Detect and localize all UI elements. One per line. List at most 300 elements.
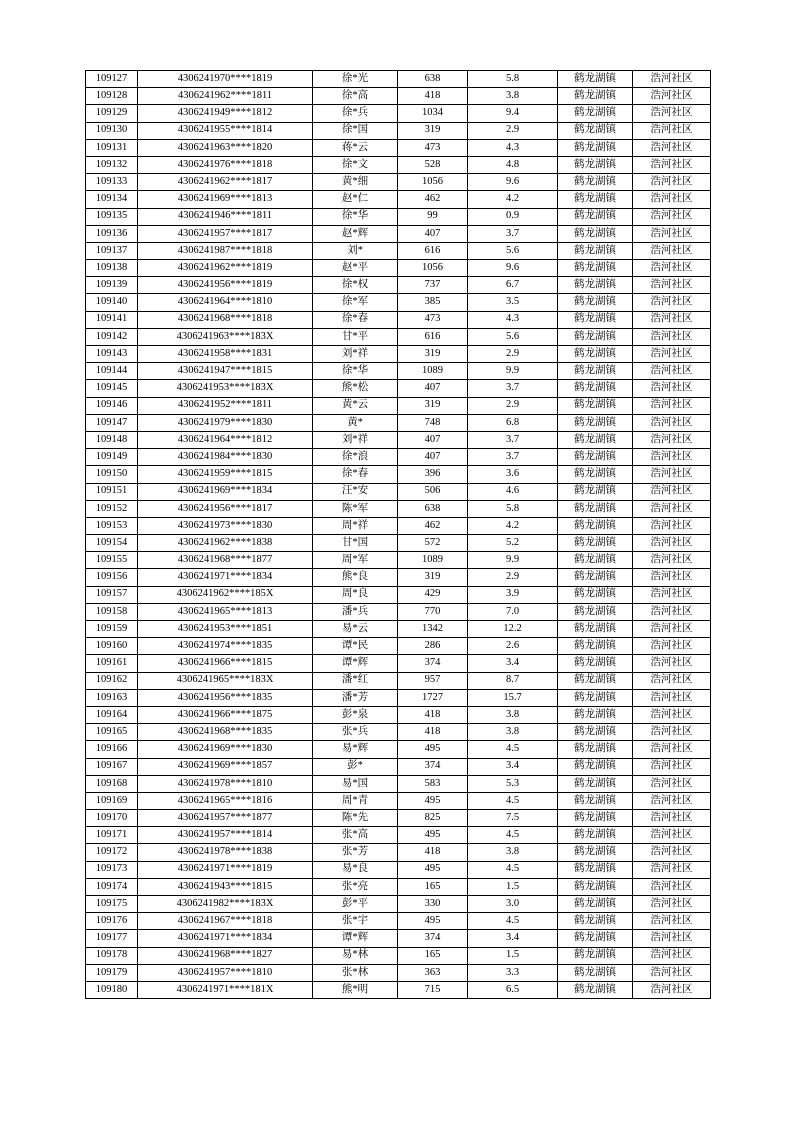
cell-town: 鹤龙湖镇: [558, 621, 633, 638]
cell-name: 潘*芳: [313, 689, 398, 706]
cell-amount: 462: [398, 517, 468, 534]
cell-name: 徐*文: [313, 156, 398, 173]
cell-rate: 4.5: [468, 792, 558, 809]
cell-town: 鹤龙湖镇: [558, 346, 633, 363]
cell-community: 浩河社区: [633, 483, 711, 500]
table-row: [86, 844, 711, 861]
table-row: [86, 346, 711, 363]
cell-community: 浩河社区: [633, 930, 711, 947]
cell-name: 赵*平: [313, 260, 398, 277]
cell-name: 张*高: [313, 827, 398, 844]
cell-name: 谭*辉: [313, 930, 398, 947]
cell-amount: 418: [398, 724, 468, 741]
table-row: [86, 655, 711, 672]
cell-community: 浩河社区: [633, 363, 711, 380]
cell-name: 易*辉: [313, 741, 398, 758]
cell-amount: 957: [398, 672, 468, 689]
cell-idcard: 4306241959****1815: [138, 466, 313, 483]
cell-idcard: 4306241962****1811: [138, 88, 313, 105]
cell-amount: 286: [398, 638, 468, 655]
cell-community: 浩河社区: [633, 277, 711, 294]
cell-name: 赵*辉: [313, 225, 398, 242]
cell-amount: 616: [398, 242, 468, 259]
cell-town: 鹤龙湖镇: [558, 122, 633, 139]
cell-id: 109166: [86, 741, 138, 758]
cell-amount: 495: [398, 913, 468, 930]
cell-community: 浩河社区: [633, 724, 711, 741]
cell-id: 109178: [86, 947, 138, 964]
cell-id: 109141: [86, 311, 138, 328]
cell-id: 109130: [86, 122, 138, 139]
cell-rate: 3.9: [468, 586, 558, 603]
cell-name: 张*亮: [313, 878, 398, 895]
table-row: [86, 260, 711, 277]
cell-rate: 4.5: [468, 741, 558, 758]
cell-idcard: 4306241957****1817: [138, 225, 313, 242]
cell-town: 鹤龙湖镇: [558, 792, 633, 809]
cell-town: 鹤龙湖镇: [558, 294, 633, 311]
table-row: [86, 775, 711, 792]
table-row: [86, 758, 711, 775]
cell-id: 109155: [86, 552, 138, 569]
cell-rate: 2.9: [468, 397, 558, 414]
cell-id: 109137: [86, 242, 138, 259]
table-row: [86, 878, 711, 895]
table-row: [86, 621, 711, 638]
cell-rate: 4.2: [468, 517, 558, 534]
cell-id: 109143: [86, 346, 138, 363]
cell-community: 浩河社区: [633, 586, 711, 603]
cell-town: 鹤龙湖镇: [558, 638, 633, 655]
cell-id: 109145: [86, 380, 138, 397]
cell-community: 浩河社区: [633, 775, 711, 792]
cell-rate: 6.7: [468, 277, 558, 294]
cell-id: 109173: [86, 861, 138, 878]
cell-town: 鹤龙湖镇: [558, 861, 633, 878]
cell-community: 浩河社区: [633, 535, 711, 552]
table-row: [86, 71, 711, 88]
cell-idcard: 4306241973****1830: [138, 517, 313, 534]
cell-id: 109140: [86, 294, 138, 311]
table-row: [86, 208, 711, 225]
cell-town: 鹤龙湖镇: [558, 569, 633, 586]
cell-community: 浩河社区: [633, 122, 711, 139]
cell-id: 109176: [86, 913, 138, 930]
cell-idcard: 4306241982****183X: [138, 896, 313, 913]
cell-idcard: 4306241968****1818: [138, 311, 313, 328]
cell-rate: 2.9: [468, 122, 558, 139]
cell-amount: 407: [398, 380, 468, 397]
cell-id: 109139: [86, 277, 138, 294]
cell-amount: 1056: [398, 260, 468, 277]
cell-name: 潘*红: [313, 672, 398, 689]
cell-rate: 4.8: [468, 156, 558, 173]
table-row: [86, 294, 711, 311]
cell-town: 鹤龙湖镇: [558, 741, 633, 758]
cell-town: 鹤龙湖镇: [558, 586, 633, 603]
cell-rate: 7.5: [468, 810, 558, 827]
cell-community: 浩河社区: [633, 741, 711, 758]
table-row: [86, 810, 711, 827]
cell-amount: 572: [398, 535, 468, 552]
cell-id: 109153: [86, 517, 138, 534]
cell-town: 鹤龙湖镇: [558, 896, 633, 913]
cell-rate: 5.8: [468, 500, 558, 517]
cell-idcard: 4306241957****1810: [138, 964, 313, 981]
cell-name: 易*国: [313, 775, 398, 792]
cell-idcard: 4306241968****1827: [138, 947, 313, 964]
cell-amount: 462: [398, 191, 468, 208]
cell-rate: 15.7: [468, 689, 558, 706]
cell-rate: 9.9: [468, 363, 558, 380]
cell-rate: 3.8: [468, 724, 558, 741]
cell-idcard: 4306241969****1813: [138, 191, 313, 208]
cell-community: 浩河社区: [633, 913, 711, 930]
cell-idcard: 4306241957****1877: [138, 810, 313, 827]
table-row: [86, 947, 711, 964]
cell-name: 刘*祥: [313, 431, 398, 448]
cell-name: 徐*国: [313, 122, 398, 139]
cell-idcard: 4306241978****1838: [138, 844, 313, 861]
cell-amount: 638: [398, 500, 468, 517]
cell-id: 109132: [86, 156, 138, 173]
table-row: [86, 191, 711, 208]
cell-amount: 319: [398, 569, 468, 586]
table-row: [86, 311, 711, 328]
cell-id: 109167: [86, 758, 138, 775]
cell-name: 徐*华: [313, 363, 398, 380]
cell-amount: 319: [398, 397, 468, 414]
cell-rate: 1.5: [468, 878, 558, 895]
cell-idcard: 4306241963****183X: [138, 328, 313, 345]
cell-amount: 737: [398, 277, 468, 294]
cell-idcard: 4306241943****1815: [138, 878, 313, 895]
cell-amount: 418: [398, 706, 468, 723]
cell-id: 109142: [86, 328, 138, 345]
cell-town: 鹤龙湖镇: [558, 535, 633, 552]
cell-rate: 5.2: [468, 535, 558, 552]
cell-id: 109133: [86, 174, 138, 191]
cell-community: 浩河社区: [633, 208, 711, 225]
cell-idcard: 4306241964****1810: [138, 294, 313, 311]
cell-town: 鹤龙湖镇: [558, 758, 633, 775]
cell-idcard: 4306241965****1813: [138, 603, 313, 620]
cell-name: 谭*民: [313, 638, 398, 655]
cell-id: 109150: [86, 466, 138, 483]
cell-amount: 473: [398, 311, 468, 328]
cell-community: 浩河社区: [633, 225, 711, 242]
cell-name: 张*林: [313, 964, 398, 981]
cell-rate: 5.3: [468, 775, 558, 792]
table-row: [86, 414, 711, 431]
cell-idcard: 4306241963****1820: [138, 139, 313, 156]
cell-community: 浩河社区: [633, 328, 711, 345]
cell-idcard: 4306241962****1817: [138, 174, 313, 191]
table-row: [86, 380, 711, 397]
cell-community: 浩河社区: [633, 655, 711, 672]
cell-rate: 2.9: [468, 346, 558, 363]
cell-town: 鹤龙湖镇: [558, 260, 633, 277]
cell-town: 鹤龙湖镇: [558, 706, 633, 723]
cell-town: 鹤龙湖镇: [558, 88, 633, 105]
table-row: [86, 603, 711, 620]
cell-town: 鹤龙湖镇: [558, 913, 633, 930]
cell-idcard: 4306241956****1817: [138, 500, 313, 517]
cell-rate: 3.3: [468, 964, 558, 981]
cell-town: 鹤龙湖镇: [558, 878, 633, 895]
cell-community: 浩河社区: [633, 896, 711, 913]
table-row: [86, 156, 711, 173]
cell-name: 黄*: [313, 414, 398, 431]
cell-town: 鹤龙湖镇: [558, 964, 633, 981]
cell-amount: 770: [398, 603, 468, 620]
table-row: [86, 122, 711, 139]
cell-idcard: 4306241957****1814: [138, 827, 313, 844]
cell-town: 鹤龙湖镇: [558, 174, 633, 191]
cell-amount: 319: [398, 346, 468, 363]
cell-name: 易*林: [313, 947, 398, 964]
cell-rate: 1.5: [468, 947, 558, 964]
cell-community: 浩河社区: [633, 71, 711, 88]
cell-town: 鹤龙湖镇: [558, 191, 633, 208]
table-row: [86, 981, 711, 998]
cell-idcard: 4306241946****1811: [138, 208, 313, 225]
cell-name: 徐*兵: [313, 105, 398, 122]
cell-id: 109179: [86, 964, 138, 981]
cell-idcard: 4306241952****1811: [138, 397, 313, 414]
cell-name: 熊*良: [313, 569, 398, 586]
cell-amount: 495: [398, 792, 468, 809]
cell-rate: 6.5: [468, 981, 558, 998]
cell-town: 鹤龙湖镇: [558, 156, 633, 173]
cell-rate: 0.9: [468, 208, 558, 225]
cell-idcard: 4306241953****1851: [138, 621, 313, 638]
cell-rate: 4.5: [468, 861, 558, 878]
cell-community: 浩河社区: [633, 878, 711, 895]
cell-idcard: 4306241956****1819: [138, 277, 313, 294]
cell-rate: 4.3: [468, 311, 558, 328]
cell-rate: 3.0: [468, 896, 558, 913]
cell-rate: 5.8: [468, 71, 558, 88]
cell-idcard: 4306241958****1831: [138, 346, 313, 363]
cell-idcard: 4306241969****1834: [138, 483, 313, 500]
cell-town: 鹤龙湖镇: [558, 414, 633, 431]
table-row: [86, 242, 711, 259]
cell-amount: 319: [398, 122, 468, 139]
cell-community: 浩河社区: [633, 517, 711, 534]
cell-rate: 4.5: [468, 827, 558, 844]
cell-community: 浩河社区: [633, 689, 711, 706]
cell-id: 109172: [86, 844, 138, 861]
table-row: [86, 689, 711, 706]
cell-name: 赵*仁: [313, 191, 398, 208]
cell-town: 鹤龙湖镇: [558, 328, 633, 345]
cell-id: 109138: [86, 260, 138, 277]
cell-community: 浩河社区: [633, 449, 711, 466]
table-row: [86, 861, 711, 878]
cell-idcard: 4306241976****1818: [138, 156, 313, 173]
table-row: [86, 517, 711, 534]
cell-community: 浩河社区: [633, 964, 711, 981]
table-row: [86, 449, 711, 466]
cell-community: 浩河社区: [633, 414, 711, 431]
cell-community: 浩河社区: [633, 397, 711, 414]
table-row: [86, 225, 711, 242]
cell-idcard: 4306241949****1812: [138, 105, 313, 122]
cell-rate: 2.9: [468, 569, 558, 586]
cell-name: 徐*军: [313, 294, 398, 311]
cell-amount: 495: [398, 741, 468, 758]
cell-community: 浩河社区: [633, 552, 711, 569]
table-row: [86, 535, 711, 552]
cell-amount: 407: [398, 449, 468, 466]
cell-amount: 407: [398, 431, 468, 448]
cell-amount: 374: [398, 655, 468, 672]
cell-amount: 385: [398, 294, 468, 311]
cell-idcard: 4306241968****1877: [138, 552, 313, 569]
cell-rate: 4.6: [468, 483, 558, 500]
cell-name: 张*兵: [313, 724, 398, 741]
cell-amount: 374: [398, 930, 468, 947]
cell-name: 周*军: [313, 552, 398, 569]
cell-town: 鹤龙湖镇: [558, 449, 633, 466]
cell-rate: 3.8: [468, 88, 558, 105]
cell-amount: 1342: [398, 621, 468, 638]
table-row: [86, 466, 711, 483]
cell-rate: 3.7: [468, 225, 558, 242]
table-row: [86, 174, 711, 191]
cell-amount: 1089: [398, 363, 468, 380]
cell-community: 浩河社区: [633, 981, 711, 998]
cell-id: 109152: [86, 500, 138, 517]
cell-idcard: 4306241962****185X: [138, 586, 313, 603]
cell-name: 徐*春: [313, 311, 398, 328]
table-row: [86, 792, 711, 809]
cell-rate: 4.5: [468, 913, 558, 930]
cell-name: 周*祥: [313, 517, 398, 534]
cell-town: 鹤龙湖镇: [558, 930, 633, 947]
cell-id: 109180: [86, 981, 138, 998]
cell-rate: 4.2: [468, 191, 558, 208]
cell-name: 周*青: [313, 792, 398, 809]
cell-community: 浩河社区: [633, 156, 711, 173]
cell-idcard: 4306241970****1819: [138, 71, 313, 88]
cell-id: 109147: [86, 414, 138, 431]
cell-idcard: 4306241971****1834: [138, 569, 313, 586]
cell-idcard: 4306241971****181X: [138, 981, 313, 998]
cell-amount: 495: [398, 861, 468, 878]
cell-id: 109154: [86, 535, 138, 552]
cell-id: 109136: [86, 225, 138, 242]
cell-amount: 825: [398, 810, 468, 827]
table-row: [86, 930, 711, 947]
cell-rate: 2.6: [468, 638, 558, 655]
cell-idcard: 4306241962****1838: [138, 535, 313, 552]
cell-town: 鹤龙湖镇: [558, 483, 633, 500]
table-row: [86, 913, 711, 930]
cell-idcard: 4306241962****1819: [138, 260, 313, 277]
cell-name: 熊*明: [313, 981, 398, 998]
cell-town: 鹤龙湖镇: [558, 827, 633, 844]
cell-name: 黄*细: [313, 174, 398, 191]
cell-amount: 1727: [398, 689, 468, 706]
cell-idcard: 4306241965****183X: [138, 672, 313, 689]
table-row: [86, 827, 711, 844]
cell-community: 浩河社区: [633, 260, 711, 277]
cell-rate: 9.6: [468, 260, 558, 277]
cell-idcard: 4306241978****1810: [138, 775, 313, 792]
cell-town: 鹤龙湖镇: [558, 947, 633, 964]
cell-amount: 374: [398, 758, 468, 775]
cell-town: 鹤龙湖镇: [558, 552, 633, 569]
cell-amount: 418: [398, 88, 468, 105]
cell-name: 潘*兵: [313, 603, 398, 620]
cell-town: 鹤龙湖镇: [558, 431, 633, 448]
records-table-body: [86, 71, 711, 999]
cell-rate: 5.6: [468, 242, 558, 259]
table-row: [86, 483, 711, 500]
cell-idcard: 4306241966****1875: [138, 706, 313, 723]
cell-idcard: 4306241967****1818: [138, 913, 313, 930]
cell-id: 109159: [86, 621, 138, 638]
cell-amount: 1056: [398, 174, 468, 191]
cell-town: 鹤龙湖镇: [558, 655, 633, 672]
cell-community: 浩河社区: [633, 346, 711, 363]
cell-rate: 3.7: [468, 449, 558, 466]
cell-name: 彭*平: [313, 896, 398, 913]
cell-id: 109170: [86, 810, 138, 827]
cell-community: 浩河社区: [633, 947, 711, 964]
cell-amount: 429: [398, 586, 468, 603]
cell-name: 甘*平: [313, 328, 398, 345]
cell-id: 109146: [86, 397, 138, 414]
cell-amount: 506: [398, 483, 468, 500]
cell-town: 鹤龙湖镇: [558, 208, 633, 225]
cell-idcard: 4306241968****1835: [138, 724, 313, 741]
cell-rate: 6.8: [468, 414, 558, 431]
cell-name: 周*良: [313, 586, 398, 603]
table-row: [86, 105, 711, 122]
cell-id: 109168: [86, 775, 138, 792]
cell-community: 浩河社区: [633, 431, 711, 448]
cell-id: 109162: [86, 672, 138, 689]
cell-id: 109175: [86, 896, 138, 913]
table-row: [86, 431, 711, 448]
cell-id: 109129: [86, 105, 138, 122]
cell-community: 浩河社区: [633, 105, 711, 122]
cell-name: 甘*国: [313, 535, 398, 552]
cell-amount: 330: [398, 896, 468, 913]
cell-id: 109149: [86, 449, 138, 466]
cell-idcard: 4306241971****1819: [138, 861, 313, 878]
cell-town: 鹤龙湖镇: [558, 981, 633, 998]
cell-id: 109174: [86, 878, 138, 895]
cell-community: 浩河社区: [633, 706, 711, 723]
cell-amount: 1034: [398, 105, 468, 122]
cell-town: 鹤龙湖镇: [558, 363, 633, 380]
cell-name: 徐*华: [313, 208, 398, 225]
cell-idcard: 4306241953****183X: [138, 380, 313, 397]
cell-id: 109157: [86, 586, 138, 603]
cell-idcard: 4306241984****1830: [138, 449, 313, 466]
cell-rate: 3.8: [468, 706, 558, 723]
cell-town: 鹤龙湖镇: [558, 603, 633, 620]
table-row: [86, 638, 711, 655]
cell-town: 鹤龙湖镇: [558, 775, 633, 792]
cell-rate: 4.3: [468, 139, 558, 156]
cell-rate: 8.7: [468, 672, 558, 689]
cell-name: 刘*祥: [313, 346, 398, 363]
